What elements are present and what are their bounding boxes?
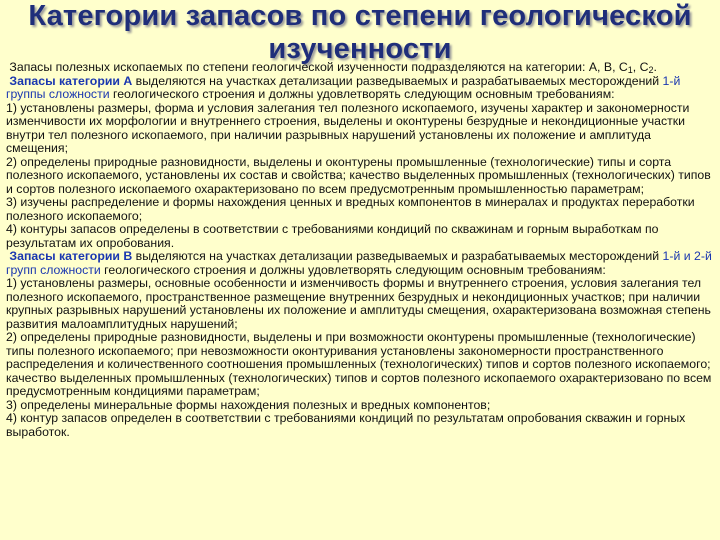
slide-title: Категории запасов по степени геологической изученности bbox=[28, 0, 692, 65]
slide-body bbox=[6, 61, 716, 439]
intro-sub1: 1 bbox=[627, 65, 633, 75]
cat-a-label: Запасы категории А bbox=[9, 73, 133, 88]
cat-b-text1: выделяются на участках детализации разведываемых и разрабатываемых месторождений bbox=[132, 249, 663, 263]
cat-a-item: 3) изучены распределение и формы нахождения ценных и вредных компонентов в минералах и продуктах переработки полезного ископаемого; bbox=[6, 195, 695, 223]
cat-a-item: 2) определены природные разновидности, выделены и оконтурены промышленные (технологические) типы и сорта полезного ископаемого, установлены их состав и свойства; качество выделенных промышленных (технологических) типов и сортов полезного ископаемого охарактеризовано по всем предусмотренным промышленностью параметрам; bbox=[6, 154, 711, 196]
cat-b-item: 4) контур запасов определен в соответствии с требованиями кондиций по результатам опробования скважин и горных выработок. bbox=[6, 411, 686, 439]
cat-a-text2: геологического строения и должны удовлетворять следующим основным требованиям: bbox=[109, 87, 615, 101]
cat-a-item: 1) установлены размеры, форма и условия залегания тел полезного ископаемого, изучены характер и закономерности изменчивости их морфологии и внутреннего строения, выделены и оконтурены безрудные и некондиционные участки внутри тел полезного ископаемого, при наличии разрывных нарушений установлены их положение и амплитуда смещения; bbox=[6, 100, 690, 155]
cat-b-item: 3) определены минеральные формы нахождения полезных и вредных компонентов; bbox=[6, 397, 491, 412]
intro-paragraph bbox=[6, 61, 716, 75]
cat-b-item: 1) установлены размеры, основные особенности и изменчивость формы и внутреннего строения, условия залегания тел полезного ископаемого, пространственное размещение внутренних безрудных и некондиционных участков; при наличии крупных разрывных нарушений установлены их положение и амплитуды смещения, охарактеризована возможная степень развития малоамплитудных нарушений; bbox=[6, 276, 711, 331]
cat-a-text1: выделяются на участках детализации разведываемых и разрабатываемых месторождений bbox=[132, 73, 663, 88]
cat-b-paragraph bbox=[6, 250, 716, 277]
cat-b-item: 2) определены природные разновидности, выделены и при возможности оконтурены промышленные (технологические) типы полезного ископаемого; при невозможности оконтуривания установлены закономерности пространственного распределения и количественного соотношения промышленных (технологических) типов и сортов полезного ископаемого; качество выделенных промышленных (технологических) типов и сортов полезного ископаемого охарактеризовано по всем предусмотренным кондициями параметрам; bbox=[6, 330, 712, 398]
cat-b-group: 1-й и 2-й групп сложности bbox=[6, 249, 712, 277]
intro-text: Запасы полезных ископаемых по степени геологической изученности подразделяются на категории: А, В, С bbox=[9, 60, 628, 74]
intro-end: . bbox=[653, 60, 657, 74]
cat-a-paragraph bbox=[6, 75, 716, 102]
cat-a-group: 1-й группы сложности bbox=[6, 73, 681, 101]
intro-sep: , С bbox=[632, 60, 649, 74]
cat-a-item: 4) контуры запасов определены в соответствии с требованиями кондиций по скважинам и горным выработкам по результатам их опробования. bbox=[6, 222, 659, 250]
cat-b-text2: геологического строения и должны удовлетворять следующим основным требованиям: bbox=[100, 262, 606, 277]
cat-b-label: Запасы категории В bbox=[9, 249, 133, 263]
intro-sub2: 2 bbox=[648, 65, 654, 75]
